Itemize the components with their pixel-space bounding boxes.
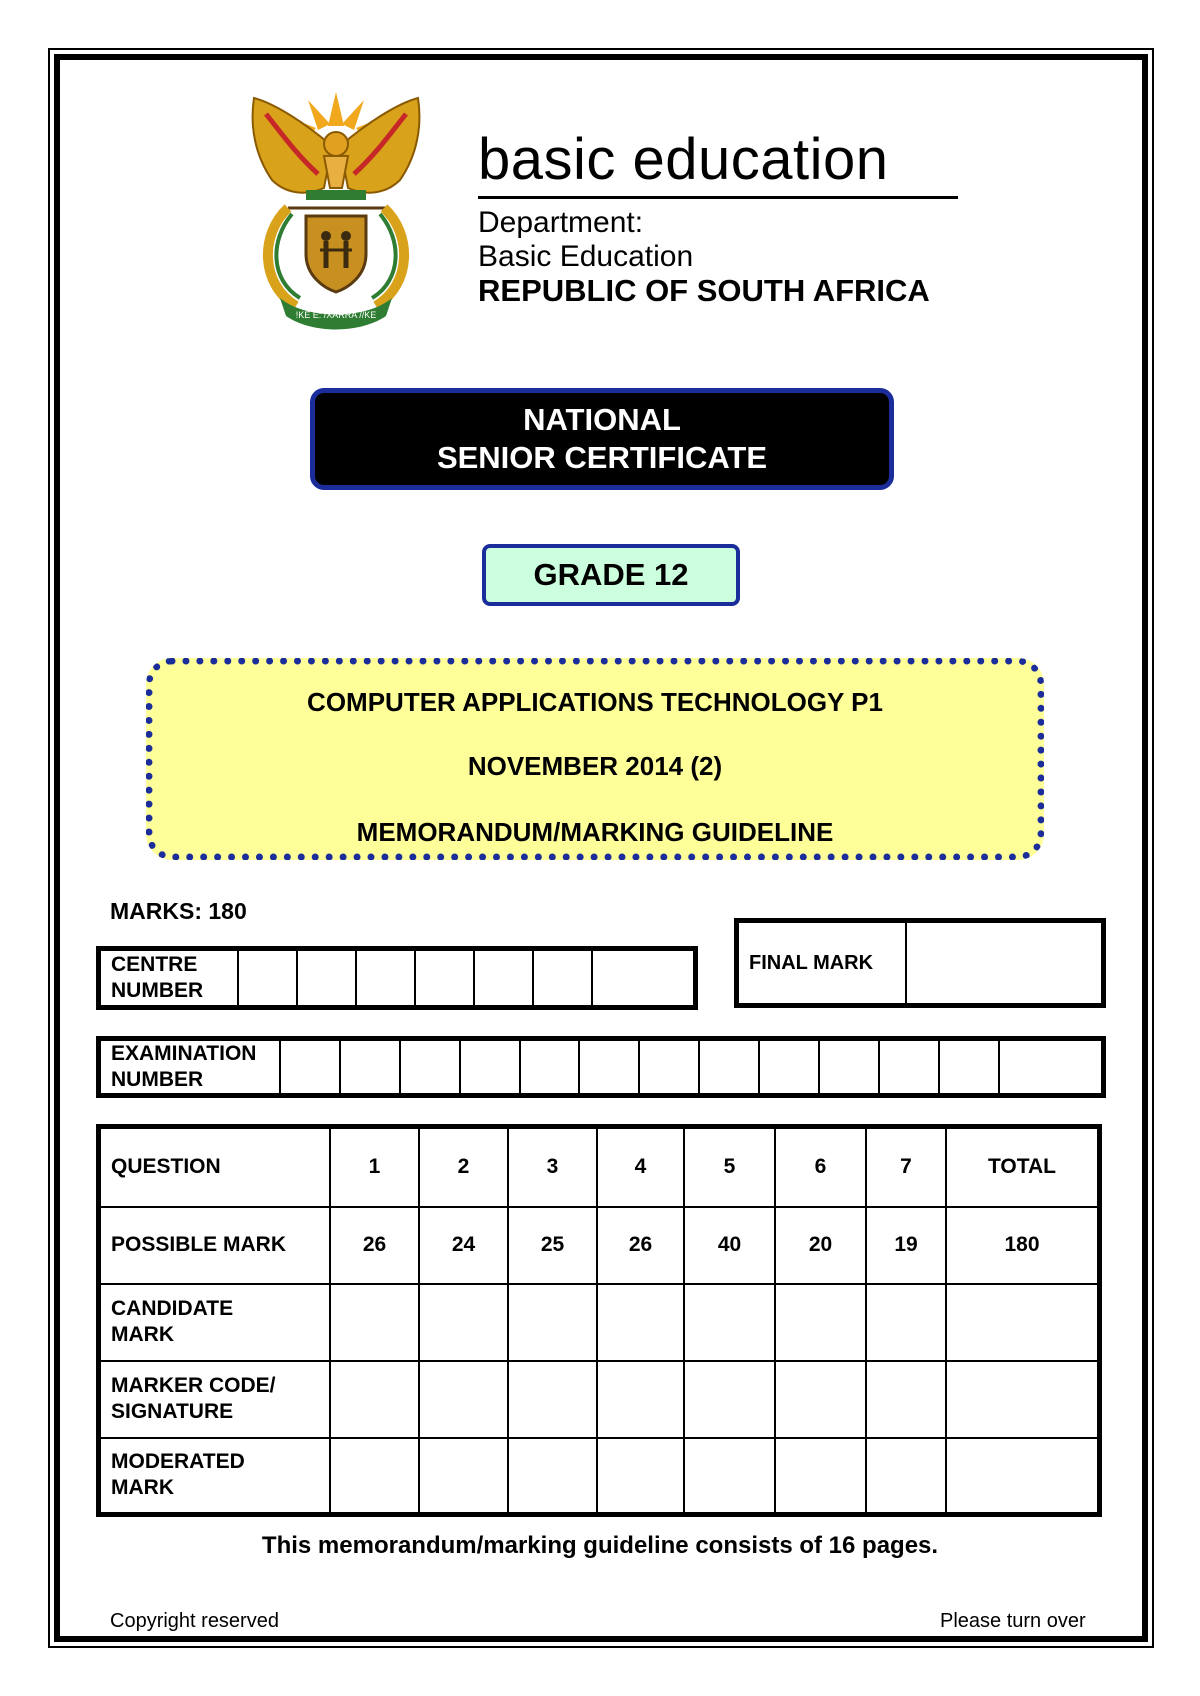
exam-digit-box[interactable] [340, 1039, 400, 1096]
possible-mark-cell: 24 [419, 1207, 508, 1284]
exam-digit-box[interactable] [280, 1039, 340, 1096]
exam-digit-box[interactable] [999, 1039, 1104, 1096]
brand-divider [478, 196, 958, 199]
question-header-cell: 5 [684, 1127, 775, 1207]
marker-code-cell[interactable] [946, 1361, 1100, 1438]
crest-motto: !KE E: /XARRA //KE [295, 310, 377, 320]
subject-title: COMPUTER APPLICATIONS TECHNOLOGY P1 [307, 687, 883, 717]
exam-digit-box[interactable] [520, 1039, 580, 1096]
exam-digit-box[interactable] [699, 1039, 759, 1096]
question-header-cell: 2 [419, 1127, 508, 1207]
candidate-mark-cell[interactable] [866, 1284, 946, 1361]
moderated-mark-label: MODERATED MARK [99, 1438, 331, 1515]
exam-digit-box[interactable] [400, 1039, 460, 1096]
moderated-mark-cell[interactable] [946, 1438, 1100, 1515]
moderated-mark-cell[interactable] [419, 1438, 508, 1515]
marker-code-cell[interactable] [330, 1361, 419, 1438]
brand-title: basic education [478, 127, 889, 192]
question-header-cell: 6 [775, 1127, 866, 1207]
moderated-mark-cell[interactable] [330, 1438, 419, 1515]
total-marks-label: MARKS: 180 [110, 898, 247, 924]
candidate-mark-label: CANDIDATE MARK [99, 1284, 331, 1361]
table-row-question [99, 1127, 1100, 1207]
marker-code-cell[interactable] [508, 1361, 597, 1438]
exam-digit-box[interactable] [639, 1039, 699, 1096]
subject-panel [146, 658, 1044, 860]
question-header-cell: 4 [597, 1127, 684, 1207]
question-header-cell: TOTAL [946, 1127, 1100, 1207]
brand-department: Department: [478, 206, 644, 239]
table-row-candidate-mark [99, 1284, 1100, 1361]
brand-basic-education: Basic Education [478, 240, 694, 273]
possible-mark-cell: 26 [597, 1207, 684, 1284]
candidate-mark-cell[interactable] [508, 1284, 597, 1361]
coat-of-arms-icon [236, 84, 436, 334]
brand-republic: REPUBLIC OF SOUTH AFRICA [478, 273, 930, 308]
moderated-mark-cell[interactable] [775, 1438, 866, 1515]
table-row-marker-code [99, 1361, 1100, 1438]
exam-digit-box[interactable] [759, 1039, 819, 1096]
marker-code-cell[interactable] [419, 1361, 508, 1438]
marker-code-cell[interactable] [775, 1361, 866, 1438]
centre-digit-box[interactable] [474, 949, 533, 1008]
final-mark-box [734, 918, 1106, 1008]
exam-digit-box[interactable] [460, 1039, 520, 1096]
exam-digit-box[interactable] [819, 1039, 879, 1096]
moderated-mark-cell[interactable] [684, 1438, 775, 1515]
possible-mark-cell: 20 [775, 1207, 866, 1284]
final-mark-label: FINAL MARK [737, 921, 907, 1006]
centre-digit-box[interactable] [238, 949, 297, 1008]
centre-number-grid [96, 946, 698, 1010]
subject-doc-type: MEMORANDUM/MARKING GUIDELINE [356, 817, 834, 847]
candidate-mark-cell[interactable] [419, 1284, 508, 1361]
exam-digit-box[interactable] [939, 1039, 999, 1096]
centre-digit-box[interactable] [533, 949, 592, 1008]
final-mark-entry[interactable] [906, 921, 1104, 1006]
exam-digit-box[interactable] [879, 1039, 939, 1096]
possible-mark-cell: 19 [866, 1207, 946, 1284]
possible-mark-cell: 180 [946, 1207, 1100, 1284]
grade-badge: GRADE 12 [482, 544, 740, 606]
centre-digit-box[interactable] [297, 949, 356, 1008]
examination-number-label: EXAMINATION NUMBER [99, 1039, 281, 1096]
question-header-label: QUESTION [99, 1127, 331, 1207]
possible-mark-cell: 40 [684, 1207, 775, 1284]
nsc-line-2: SENIOR CERTIFICATE [436, 440, 768, 475]
moderated-mark-cell[interactable] [508, 1438, 597, 1515]
marker-code-label: MARKER CODE/ SIGNATURE [99, 1361, 331, 1438]
possible-mark-label: POSSIBLE MARK [99, 1207, 331, 1284]
candidate-mark-cell[interactable] [597, 1284, 684, 1361]
centre-number-label: CENTRE NUMBER [99, 949, 239, 1008]
moderated-mark-cell[interactable] [597, 1438, 684, 1515]
candidate-mark-cell[interactable] [330, 1284, 419, 1361]
possible-mark-cell: 25 [508, 1207, 597, 1284]
nsc-line-1: NATIONAL [523, 402, 681, 437]
question-header-cell: 3 [508, 1127, 597, 1207]
exam-digit-box[interactable] [579, 1039, 639, 1096]
page-count-note: This memorandum/marking guideline consists of 16 pages. [261, 1532, 939, 1559]
marker-code-cell[interactable] [684, 1361, 775, 1438]
candidate-mark-cell[interactable] [946, 1284, 1100, 1361]
examination-number-grid [96, 1036, 1106, 1098]
subject-session: NOVEMBER 2014 (2) [467, 751, 723, 781]
nsc-banner [310, 388, 894, 490]
copyright-text: Copyright reserved [110, 1610, 279, 1632]
centre-digit-box[interactable] [592, 949, 695, 1008]
question-header-cell: 1 [330, 1127, 419, 1207]
candidate-mark-cell[interactable] [684, 1284, 775, 1361]
possible-mark-cell: 26 [330, 1207, 419, 1284]
table-row-possible-mark [99, 1207, 1100, 1284]
marker-code-cell[interactable] [597, 1361, 684, 1438]
centre-digit-box[interactable] [415, 949, 474, 1008]
centre-digit-box[interactable] [356, 949, 415, 1008]
moderated-mark-cell[interactable] [866, 1438, 946, 1515]
table-row-moderated-mark [99, 1438, 1100, 1515]
candidate-mark-cell[interactable] [775, 1284, 866, 1361]
turn-over-text: Please turn over [940, 1610, 1086, 1632]
marker-code-cell[interactable] [866, 1361, 946, 1438]
marks-summary-table [96, 1124, 1102, 1517]
question-header-cell: 7 [866, 1127, 946, 1207]
